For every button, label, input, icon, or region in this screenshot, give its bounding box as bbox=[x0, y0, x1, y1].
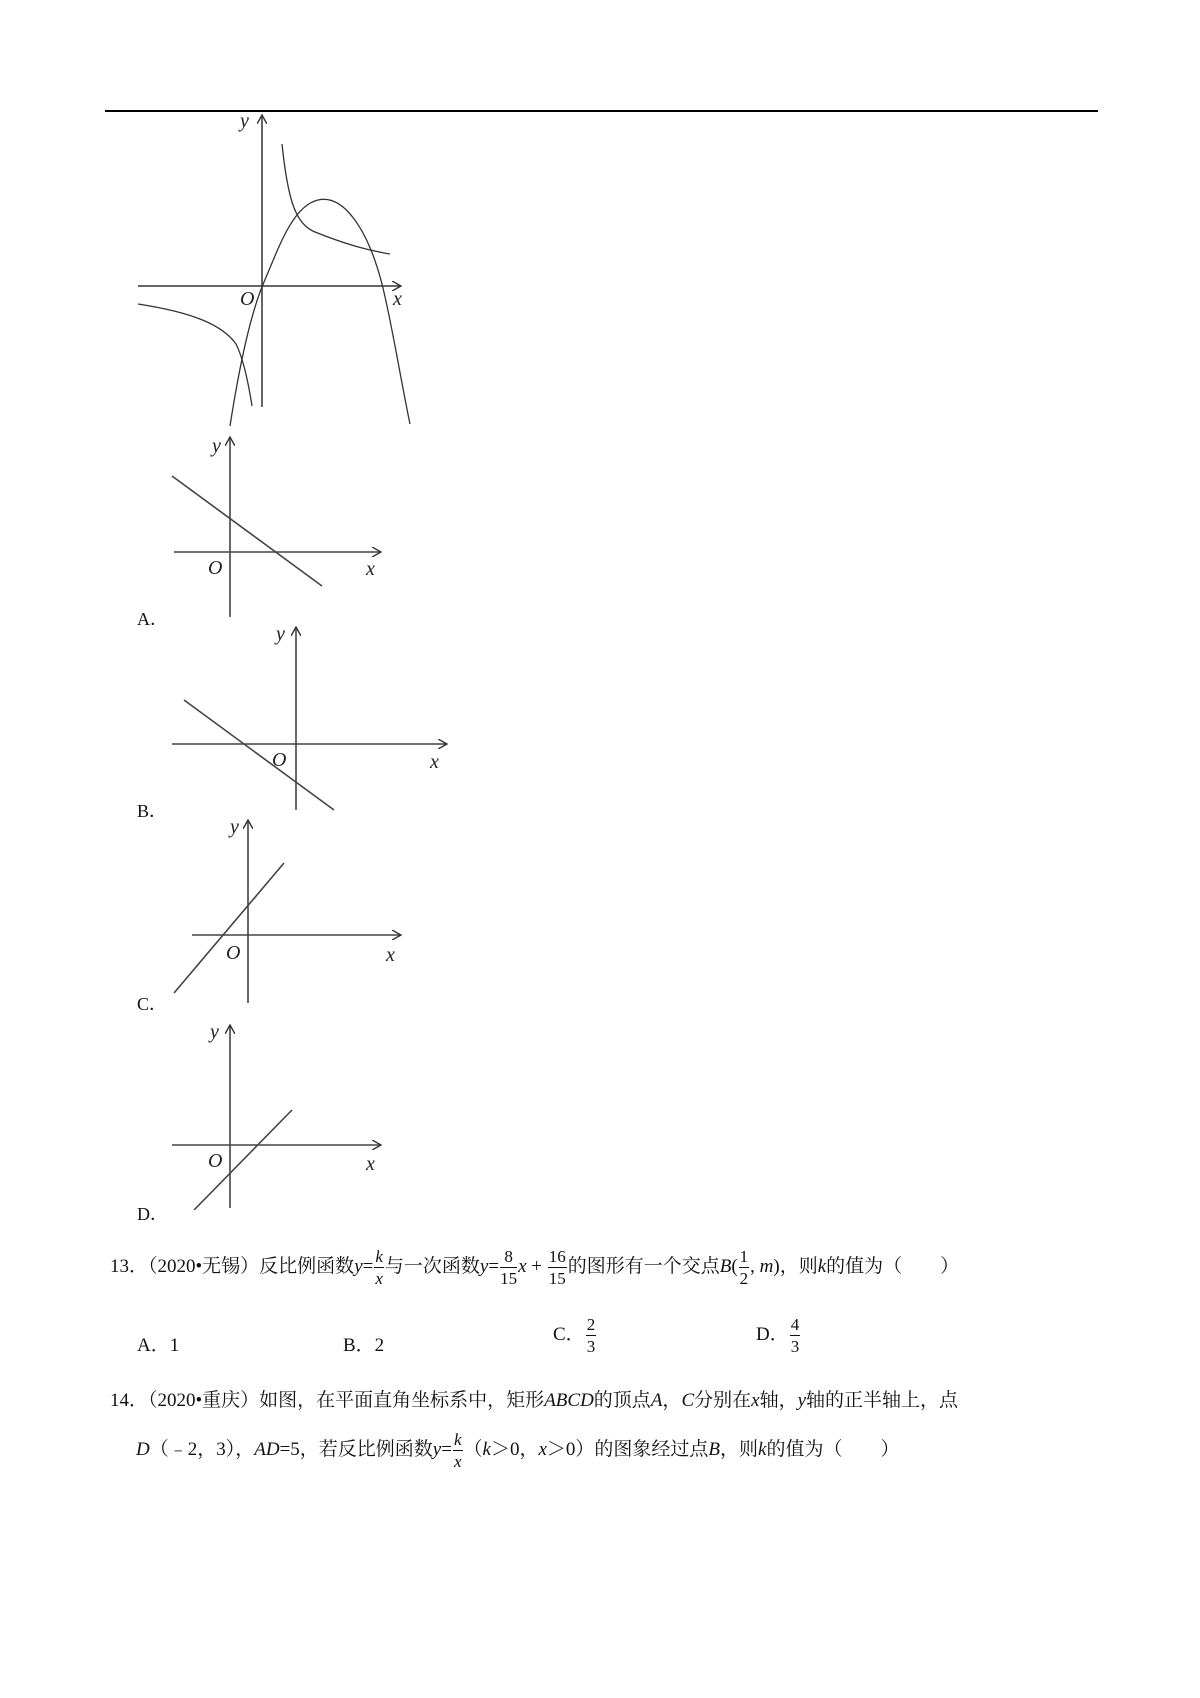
main-graph-figure bbox=[130, 112, 430, 432]
option-a-y-label: y bbox=[212, 435, 221, 457]
q14-text-12: 的值为（ ） bbox=[766, 1438, 900, 1460]
q14-text-8: （ bbox=[463, 1438, 483, 1460]
option-b-origin-label: O bbox=[272, 749, 287, 771]
q13-fraction-k-over-x: $\frac{k}{x}$ bbox=[375, 1247, 383, 1288]
option-a-line bbox=[172, 476, 322, 586]
main-y-label: y bbox=[240, 112, 249, 132]
option-a-x-label: x bbox=[366, 558, 375, 580]
q14-sep: ， bbox=[662, 1390, 682, 1411]
q13-y-var-2: y bbox=[479, 1255, 489, 1277]
q14-text-2: 的顶点 bbox=[593, 1390, 651, 1411]
q14-text-1: 如图，在平面直角坐标系中，矩形 bbox=[259, 1390, 545, 1411]
q14-c: C bbox=[681, 1390, 695, 1411]
q14-k-var-2: k bbox=[758, 1438, 767, 1460]
q14-y: y bbox=[797, 1390, 807, 1411]
q13-eq: = bbox=[362, 1255, 374, 1277]
option-d-graph bbox=[168, 1020, 388, 1210]
q13-fraction-1-2: $\frac{1}{2}$ bbox=[739, 1247, 749, 1288]
option-d-y-label: y bbox=[210, 1021, 219, 1043]
q13-option-c: C． $\frac{2}{3}$ bbox=[553, 1315, 596, 1356]
q13-option-d: D． $\frac{4}{3}$ bbox=[756, 1315, 800, 1356]
q14-abcd: ABCD bbox=[544, 1390, 594, 1411]
hyperbola-branch-lower bbox=[138, 304, 252, 406]
q13-text-2: 与一次函数 bbox=[384, 1255, 480, 1277]
q13-option-b: B．2 bbox=[343, 1335, 385, 1356]
option-d-x-label: x bbox=[366, 1153, 375, 1175]
q13-point-b: B bbox=[719, 1255, 732, 1277]
option-b-line bbox=[184, 700, 334, 810]
option-c-label: C． bbox=[137, 994, 168, 1014]
q14-number: 14． bbox=[110, 1390, 149, 1411]
q14-text-3: 分别在 bbox=[694, 1390, 752, 1411]
main-origin-label: O bbox=[240, 288, 255, 310]
option-a-graph bbox=[170, 432, 390, 622]
option-c-x-label: x bbox=[386, 944, 395, 966]
q13-open-paren: ( bbox=[731, 1255, 738, 1277]
q14-b: B bbox=[708, 1438, 721, 1460]
q13-number: 13． bbox=[110, 1255, 149, 1277]
q13-text-5: 的值为（ ） bbox=[826, 1255, 960, 1277]
q14-y-var: y bbox=[432, 1438, 442, 1460]
option-b-y-label: y bbox=[276, 623, 285, 645]
q14-text-6: （﹣2，3）， bbox=[149, 1438, 255, 1460]
option-c-y-label: y bbox=[230, 816, 239, 838]
option-a-label: A． bbox=[137, 609, 168, 629]
q14-eq: = bbox=[441, 1438, 452, 1460]
q13-text-3: 的图形有一个交点 bbox=[567, 1255, 720, 1277]
question-14-line-1 bbox=[110, 1385, 958, 1412]
q13-eq-2: = bbox=[488, 1255, 500, 1277]
q14-text-11: ，则 bbox=[720, 1438, 759, 1460]
q13-plus: + bbox=[531, 1255, 542, 1277]
q14-x-var: x bbox=[538, 1438, 547, 1460]
option-c-origin-label: O bbox=[226, 942, 241, 964]
q13-fraction-16-15: $\frac{16}{15}$ bbox=[548, 1247, 566, 1288]
q13-k-var: k bbox=[817, 1255, 827, 1277]
q13-option-a: A．1 bbox=[137, 1335, 180, 1356]
q13-text-4: )，则 bbox=[773, 1255, 818, 1277]
q14-d: D bbox=[136, 1438, 150, 1460]
q14-a: A bbox=[650, 1390, 663, 1411]
hyperbola-branch-upper bbox=[282, 144, 390, 254]
q14-fraction-k-over-x: $\frac{k}{x}$ bbox=[453, 1430, 462, 1471]
q13-source: （2020•无锡） bbox=[148, 1255, 260, 1277]
question-14-line-2 bbox=[136, 1431, 900, 1470]
option-b-graph bbox=[168, 622, 458, 812]
q14-text-5: 轴的正半轴上，点 bbox=[806, 1390, 959, 1411]
q13-text-1: 反比例函数 bbox=[259, 1255, 355, 1277]
q14-ad: AD bbox=[254, 1438, 280, 1460]
option-d-label: D． bbox=[137, 1204, 168, 1224]
option-a-origin-label: O bbox=[208, 557, 223, 579]
q13-comma: , bbox=[750, 1255, 755, 1277]
question-13 bbox=[110, 1248, 959, 1287]
option-b-label: B． bbox=[137, 801, 168, 821]
q14-text-7: =5，若反比例函数 bbox=[279, 1438, 433, 1460]
option-b-x-label: x bbox=[430, 751, 439, 773]
option-c-graph bbox=[168, 815, 408, 1005]
q14-source: （2020•重庆） bbox=[148, 1390, 260, 1411]
q13-y-var: y bbox=[354, 1255, 363, 1277]
q14-text-9: ＞0， bbox=[490, 1438, 539, 1460]
q13-x-var: x bbox=[518, 1255, 527, 1277]
option-c-line bbox=[174, 863, 284, 993]
main-x-label: x bbox=[393, 288, 402, 310]
q14-text-10: ＞0）的图象经过点 bbox=[546, 1438, 709, 1460]
q14-k-var: k bbox=[482, 1438, 491, 1460]
q14-text-4: 轴， bbox=[759, 1390, 798, 1411]
q13-fraction-8-15: $\frac{8}{15}$ bbox=[500, 1247, 518, 1288]
option-d-origin-label: O bbox=[208, 1150, 223, 1172]
q13-m-var: m bbox=[759, 1255, 774, 1277]
q14-x: x bbox=[751, 1390, 760, 1411]
